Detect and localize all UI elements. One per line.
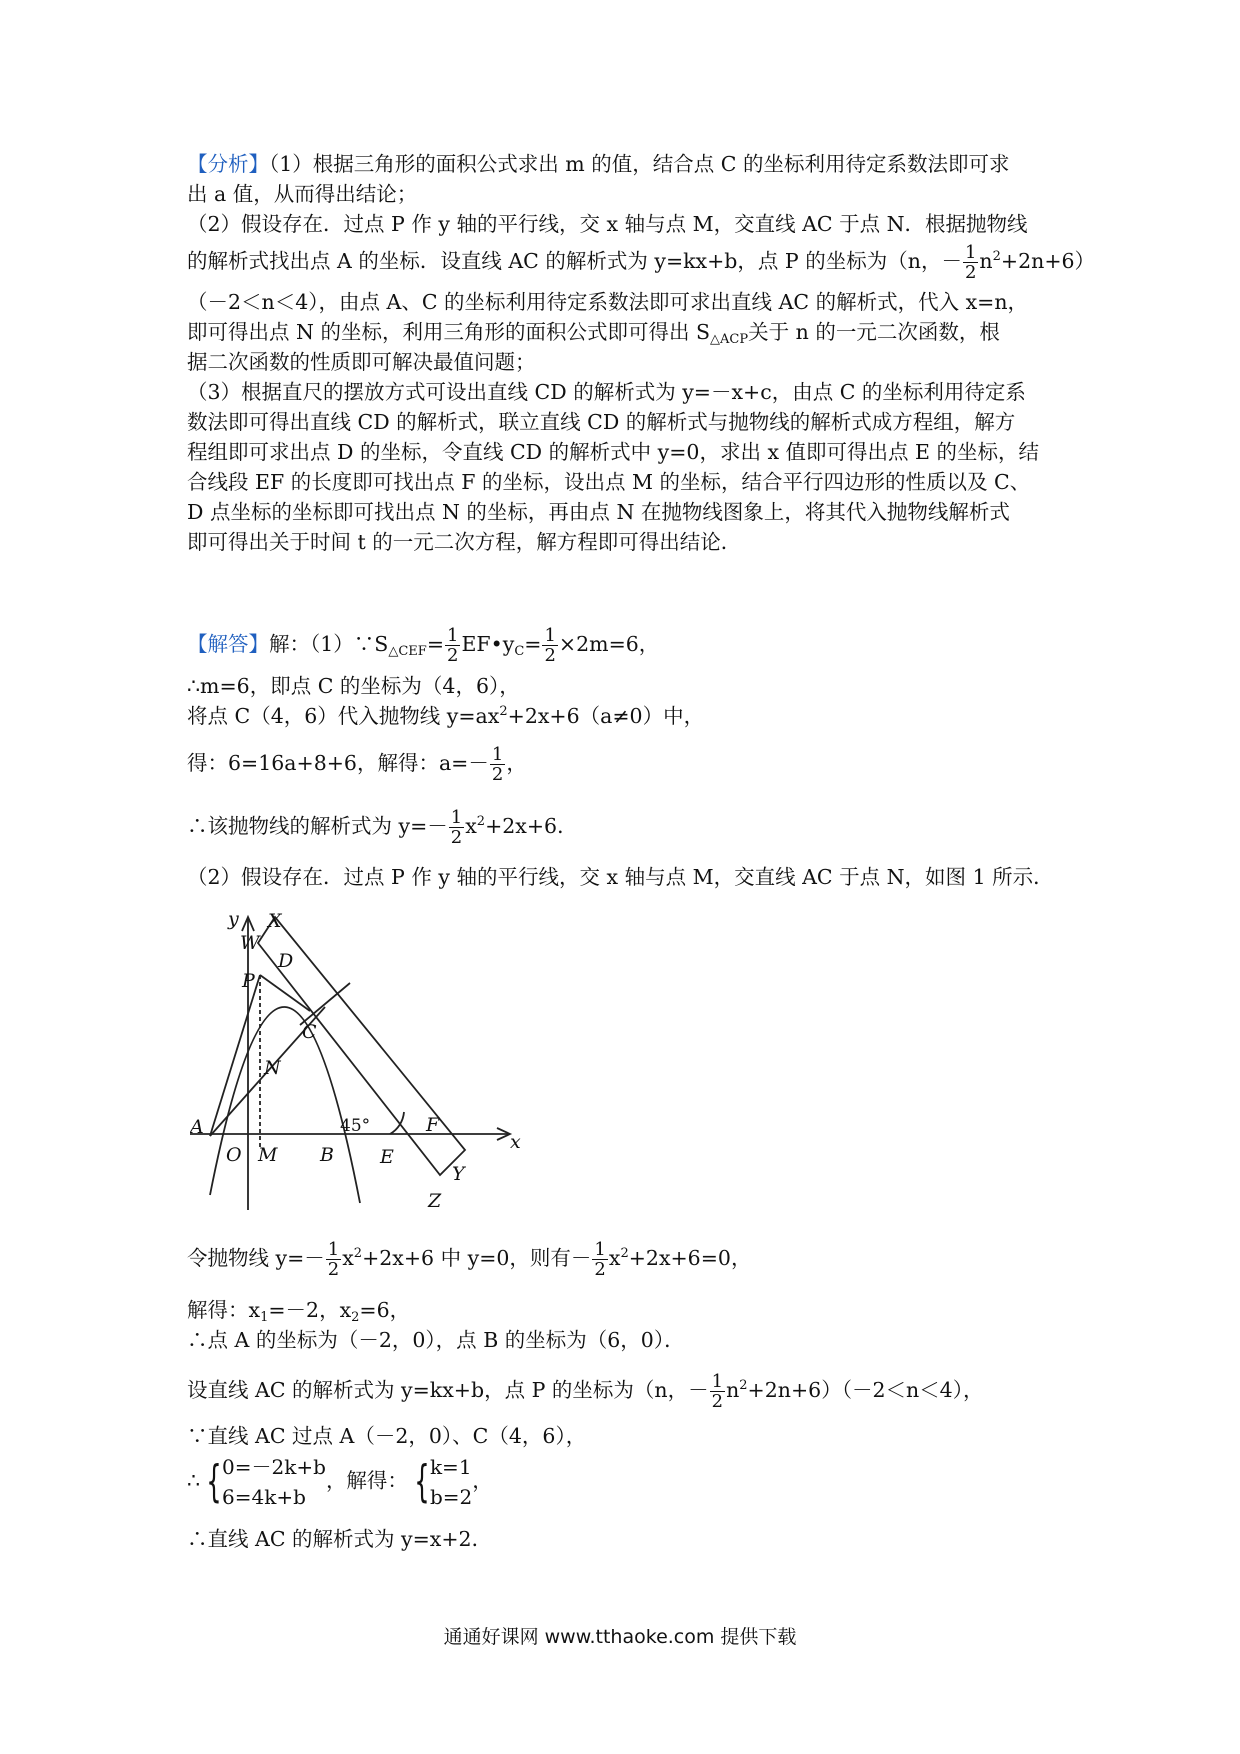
solution-line-9: ∴点 A 的坐标为（－2，0），点 B 的坐标为（6，0）． [187, 1328, 685, 1352]
analysis-line-1: 【分析】（1）根据三角形的面积公式求出 m 的值，结合点 C 的坐标利用待定系数法即可求 [187, 152, 1010, 176]
solution-line-6: （2）假设存在．过点 P 作 y 轴的平行线，交 x 轴与点 M，交直线 AC 于点 N，如图 1 所示． [187, 865, 1054, 889]
solution-line-11: ∵直线 AC 过点 A（－2，0）、C（4，6）， [187, 1424, 587, 1448]
analysis-line-3: （2）假设存在．过点 P 作 y 轴的平行线，交 x 轴与点 M，交直线 AC 于点 N．根据抛物线 [187, 212, 1028, 236]
analysis-line-4: 的解析式找出点 A 的坐标．设直线 AC 的解析式为 y=kx+b，点 P 的坐标为（n，－ $\frac{1}{2}$ $n^2+2n+6$） [187, 242, 1096, 283]
solution-tag: 【解答】 [187, 632, 269, 656]
solution-line-13: ∴直线 AC 的解析式为 y=x+2． [187, 1527, 493, 1551]
fraction: $\frac{1}{2}$ [964, 242, 977, 283]
label-x: x [510, 1131, 521, 1153]
solution-line-12: ∴ { 0=－2k+b 6=4k+b ，解得： { k=1 b=2 ， [187, 1452, 493, 1512]
figure-labels [190, 908, 521, 1212]
label-Y: Y [452, 1163, 465, 1185]
label-angle: 45° [340, 1116, 371, 1136]
solution-line-5: ∴该抛物线的解析式为 y=－ $\frac{1}{2}$ $x^2+2x+6$． [187, 807, 578, 848]
analysis-line-5: （－2＜n＜4），由点 A、C 的坐标利用待定系数法即可求出直线 AC 的解析式，代入 x=n， [187, 290, 1029, 314]
fraction: $\frac{1}{2}$ [447, 625, 459, 666]
label-X: X [268, 910, 282, 932]
analysis-tag: 【分析】 [187, 152, 269, 176]
solution-line-2: ∴m=6，即点 C 的坐标为（4，6）， [187, 674, 520, 698]
label-Z: Z [428, 1190, 442, 1212]
label-C: C [302, 1021, 317, 1043]
fraction: $\frac{1}{2}$ [450, 807, 463, 848]
analysis-line-10: 程组即可求出点 D 的坐标，令直线 CD 的解析式中 y=0，求出 x 值即可得出点 E 的坐标，结 [187, 440, 1040, 464]
label-E: E [380, 1146, 394, 1168]
left-brace: { [206, 1456, 222, 1507]
analysis-line-6: 即可得出点 N 的坐标，利用三角形的面积公式即可得出 $S_{\triangle ACP}$关于 n 的一元二次函数，根 [187, 320, 1000, 347]
label-D: D [278, 950, 294, 972]
label-W: W [240, 932, 260, 954]
parabola [210, 1007, 360, 1203]
line-C-perp [300, 983, 350, 1025]
solution-line-4: 得：6=16a+8+6，解得：a=－ $\frac{1}{2}$ ， [187, 744, 527, 785]
label-y: y [228, 908, 239, 930]
label-P: P [242, 970, 255, 992]
solution-line-8: 解得：$x_1=-2$，$x_2=6$， [187, 1298, 411, 1325]
label-A: A [190, 1116, 204, 1138]
analysis-line-9: 数法即可得出直线 CD 的解析式，联立直线 CD 的解析式与抛物线的解析式成方程组，解方 [187, 410, 1016, 434]
label-M: M [258, 1144, 278, 1166]
solution-line-10: 设直线 AC 的解析式为 y=kx+b，点 P 的坐标为（n，－ $\frac{1}{2}$ $n^2+2n+6)(-2<n<4)$， [187, 1371, 984, 1412]
fraction: $\frac{1}{2}$ [544, 625, 556, 666]
analysis-line-12: D 点坐标的坐标即可找出点 N 的坐标，再由点 N 在抛物线图象上，将其代入抛物线解析式 [187, 500, 1010, 524]
label-O: O [226, 1144, 242, 1166]
label-F: F [426, 1114, 440, 1136]
line-PC [260, 975, 310, 1011]
analysis-line-13: 即可得出关于时间 t 的一元二次方程，解方程即可得出结论． [187, 530, 742, 554]
analysis-line-2: 出 a 值，从而得出结论； [187, 182, 418, 206]
solution-line-7: 令抛物线 y=－ $\frac{1}{2}$ $x^2+2x+6$ 中 y=0，则有－ $\frac{1}{2}$ $x^2+2x+6=0$， [187, 1239, 752, 1280]
fraction: $\frac{1}{2}$ [491, 744, 504, 785]
label-B: B [320, 1144, 334, 1166]
equation-system-2: k=1 b=2 [429, 1455, 473, 1509]
left-brace: { [414, 1456, 430, 1507]
analysis-line-8: （3）根据直尺的摆放方式可设出直线 CD 的解析式为 y=－x+c，由点 C 的坐标利用待定系 [187, 380, 1026, 404]
equation-system-1: 0=－2k+b 6=4k+b [222, 1455, 326, 1509]
fraction: $\frac{1}{2}$ [327, 1239, 340, 1280]
fraction: $\frac{1}{2}$ [711, 1371, 724, 1412]
analysis-line-11: 合线段 EF 的长度即可找出点 F 的坐标，设出点 M 的坐标，结合平行四边形的性质以及 C、 [187, 470, 1031, 494]
label-N: N [264, 1057, 281, 1079]
solution-line-3: 将点 C（4，6）代入抛物线 $y=ax^2+2x+6(a\ne 0)$中， [187, 704, 705, 728]
line-AP [210, 975, 260, 1136]
analysis-line-7: 据二次函数的性质即可解决最值问题； [187, 350, 536, 374]
footer: 通通好课网 www.tthaoke.com 提供下载 [443, 1626, 797, 1648]
geometry-figure [190, 905, 535, 1215]
fraction: $\frac{1}{2}$ [594, 1239, 606, 1280]
solution-line-1: 【解答】解：$(1)\because S_{\triangle CEF}=$ $\frac{1}{2}$ $EF•y_C=$ $\frac{1}{2}$ ×2m=6， [187, 625, 660, 666]
